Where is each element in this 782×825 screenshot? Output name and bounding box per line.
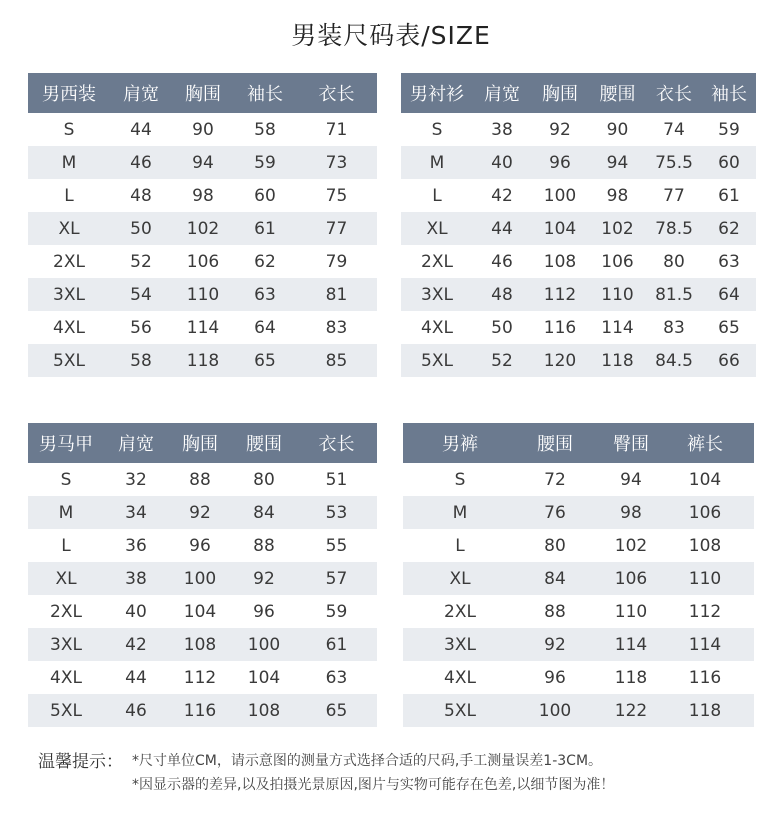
table-row bbox=[403, 562, 754, 595]
table-cell: S bbox=[401, 113, 473, 146]
table-cell: 72 bbox=[517, 463, 593, 496]
table-cell bbox=[741, 661, 754, 694]
shirt-size-table bbox=[401, 73, 756, 377]
table-cell: 100 bbox=[531, 179, 589, 212]
table-cell: 53 bbox=[296, 496, 377, 529]
table-cell: 57 bbox=[296, 562, 377, 595]
table-cell: 64 bbox=[702, 278, 756, 311]
table-cell: 80 bbox=[232, 463, 296, 496]
table-row bbox=[28, 146, 377, 179]
column-header: 男裤 bbox=[403, 423, 517, 463]
table-row bbox=[403, 595, 754, 628]
table-cell: 110 bbox=[172, 278, 234, 311]
table-row bbox=[401, 344, 756, 377]
table-cell: 2XL bbox=[28, 595, 104, 628]
table-cell: 4XL bbox=[28, 311, 110, 344]
table-cell: 3XL bbox=[28, 278, 110, 311]
table-row bbox=[28, 311, 377, 344]
table-cell: 42 bbox=[473, 179, 531, 212]
table-cell: L bbox=[28, 179, 110, 212]
table-cell: 78.5 bbox=[646, 212, 702, 245]
table-header-row bbox=[28, 73, 377, 113]
table-cell: 106 bbox=[589, 245, 646, 278]
table-cell: 120 bbox=[531, 344, 589, 377]
table-cell: 65 bbox=[234, 344, 296, 377]
table-cell: 50 bbox=[473, 311, 531, 344]
table-cell: 112 bbox=[669, 595, 741, 628]
column-header: 袖长 bbox=[702, 73, 756, 113]
table-row bbox=[28, 278, 377, 311]
table-cell: 61 bbox=[702, 179, 756, 212]
column-header: 男西装 bbox=[28, 73, 110, 113]
note-line-2: *因显示器的差异,以及拍摄光景原因,图片与实物可能存在色差,以细节图为准！ bbox=[132, 777, 615, 793]
table-cell: 83 bbox=[296, 311, 377, 344]
table-cell: 100 bbox=[168, 562, 232, 595]
table-cell: 5XL bbox=[401, 344, 473, 377]
table-cell: 108 bbox=[232, 694, 296, 727]
column-header: 腰围 bbox=[589, 73, 646, 113]
column-header: 肩宽 bbox=[110, 73, 172, 113]
table-cell: 76 bbox=[517, 496, 593, 529]
table-cell: 90 bbox=[172, 113, 234, 146]
table-cell: 64 bbox=[234, 311, 296, 344]
table-cell: 116 bbox=[531, 311, 589, 344]
table-row bbox=[28, 529, 377, 562]
table-cell: M bbox=[28, 146, 110, 179]
table-cell: 77 bbox=[296, 212, 377, 245]
table-cell: L bbox=[28, 529, 104, 562]
table-cell: 118 bbox=[669, 694, 741, 727]
table-cell: 118 bbox=[589, 344, 646, 377]
table-cell: 92 bbox=[232, 562, 296, 595]
table-cell: 104 bbox=[232, 661, 296, 694]
table-cell: 5XL bbox=[28, 694, 104, 727]
table-cell: 104 bbox=[531, 212, 589, 245]
table-cell: 52 bbox=[473, 344, 531, 377]
table-cell: 59 bbox=[234, 146, 296, 179]
notes-label: 温馨提示： bbox=[38, 752, 123, 772]
table-cell: 116 bbox=[168, 694, 232, 727]
table-cell: 62 bbox=[234, 245, 296, 278]
table-cell bbox=[741, 694, 754, 727]
table-cell bbox=[741, 463, 754, 496]
table-cell: 92 bbox=[517, 628, 593, 661]
column-header bbox=[741, 423, 754, 463]
table-cell bbox=[741, 496, 754, 529]
table-row bbox=[28, 344, 377, 377]
table-row bbox=[401, 179, 756, 212]
table-row bbox=[401, 311, 756, 344]
table-cell: 75.5 bbox=[646, 146, 702, 179]
table-cell: 44 bbox=[110, 113, 172, 146]
table-cell: 88 bbox=[517, 595, 593, 628]
table-cell: 100 bbox=[232, 628, 296, 661]
table-cell: 74 bbox=[646, 113, 702, 146]
column-header: 胸围 bbox=[168, 423, 232, 463]
table-cell: 118 bbox=[593, 661, 669, 694]
table-cell: 88 bbox=[232, 529, 296, 562]
table-cell: 61 bbox=[296, 628, 377, 661]
page-title: 男装尺码表/SIZE bbox=[291, 21, 491, 50]
table-cell: 42 bbox=[104, 628, 168, 661]
table-cell: 56 bbox=[110, 311, 172, 344]
table-cell: 98 bbox=[172, 179, 234, 212]
table-cell: 62 bbox=[702, 212, 756, 245]
table-cell: 38 bbox=[104, 562, 168, 595]
column-header: 裤长 bbox=[669, 423, 741, 463]
table-cell: 118 bbox=[172, 344, 234, 377]
suit-size-table bbox=[28, 73, 377, 377]
table-cell: 106 bbox=[172, 245, 234, 278]
table-cell: 80 bbox=[517, 529, 593, 562]
table-cell: 59 bbox=[296, 595, 377, 628]
table-cell: 110 bbox=[593, 595, 669, 628]
table-cell: 84 bbox=[517, 562, 593, 595]
table-cell: 110 bbox=[669, 562, 741, 595]
table-cell: 59 bbox=[702, 113, 756, 146]
table-cell: L bbox=[401, 179, 473, 212]
table-cell bbox=[741, 595, 754, 628]
table-cell: 79 bbox=[296, 245, 377, 278]
table-cell: 114 bbox=[172, 311, 234, 344]
table-row bbox=[28, 463, 377, 496]
table-cell: 81 bbox=[296, 278, 377, 311]
table-cell: 5XL bbox=[28, 344, 110, 377]
table-cell: 77 bbox=[646, 179, 702, 212]
table-cell: 98 bbox=[589, 179, 646, 212]
table-cell: 3XL bbox=[28, 628, 104, 661]
table-cell: 38 bbox=[473, 113, 531, 146]
table-row bbox=[28, 694, 377, 727]
table-row bbox=[401, 113, 756, 146]
table-row bbox=[403, 463, 754, 496]
table-cell: 90 bbox=[589, 113, 646, 146]
column-header: 臀围 bbox=[593, 423, 669, 463]
table-cell: 60 bbox=[234, 179, 296, 212]
table-cell: 51 bbox=[296, 463, 377, 496]
table-cell: 63 bbox=[234, 278, 296, 311]
table-cell: 63 bbox=[702, 245, 756, 278]
table-cell: 63 bbox=[296, 661, 377, 694]
table-row bbox=[401, 245, 756, 278]
table-cell: 84.5 bbox=[646, 344, 702, 377]
table-cell: 106 bbox=[593, 562, 669, 595]
table-cell: 40 bbox=[473, 146, 531, 179]
table-cell: 104 bbox=[168, 595, 232, 628]
table-cell: 114 bbox=[593, 628, 669, 661]
table-cell: XL bbox=[403, 562, 517, 595]
column-header: 男衬衫 bbox=[401, 73, 473, 113]
table-cell: 104 bbox=[669, 463, 741, 496]
table-row bbox=[28, 595, 377, 628]
table-row bbox=[401, 146, 756, 179]
table-cell: XL bbox=[28, 562, 104, 595]
table-cell: 108 bbox=[531, 245, 589, 278]
table-cell: 94 bbox=[593, 463, 669, 496]
column-header: 衣长 bbox=[646, 73, 702, 113]
table-cell: 100 bbox=[517, 694, 593, 727]
table-cell bbox=[741, 529, 754, 562]
table-row bbox=[403, 529, 754, 562]
table-cell: 81.5 bbox=[646, 278, 702, 311]
table-cell: 73 bbox=[296, 146, 377, 179]
table-cell: 3XL bbox=[403, 628, 517, 661]
table-row bbox=[28, 562, 377, 595]
column-header: 胸围 bbox=[172, 73, 234, 113]
column-header: 胸围 bbox=[531, 73, 589, 113]
table-cell: 96 bbox=[232, 595, 296, 628]
column-header: 肩宽 bbox=[104, 423, 168, 463]
table-cell: 110 bbox=[589, 278, 646, 311]
table-header-row bbox=[403, 423, 754, 463]
table-cell: 44 bbox=[104, 661, 168, 694]
table-cell: 114 bbox=[589, 311, 646, 344]
table-cell: 85 bbox=[296, 344, 377, 377]
table-cell: XL bbox=[28, 212, 110, 245]
table-cell: L bbox=[403, 529, 517, 562]
table-cell: 61 bbox=[234, 212, 296, 245]
table-cell: 96 bbox=[531, 146, 589, 179]
table-row bbox=[28, 661, 377, 694]
vest-size-table bbox=[28, 423, 377, 727]
table-cell: 65 bbox=[296, 694, 377, 727]
table-cell: 92 bbox=[531, 113, 589, 146]
table-cell: 48 bbox=[110, 179, 172, 212]
table-cell: 112 bbox=[168, 661, 232, 694]
table-row bbox=[403, 661, 754, 694]
table-row bbox=[403, 694, 754, 727]
table-cell: 46 bbox=[104, 694, 168, 727]
column-header: 袖长 bbox=[234, 73, 296, 113]
table-cell: 102 bbox=[589, 212, 646, 245]
table-cell: 44 bbox=[473, 212, 531, 245]
column-header: 衣长 bbox=[296, 423, 377, 463]
column-header: 衣长 bbox=[296, 73, 377, 113]
table-cell: 112 bbox=[531, 278, 589, 311]
table-cell bbox=[741, 628, 754, 661]
table-cell: 96 bbox=[168, 529, 232, 562]
table-cell: 34 bbox=[104, 496, 168, 529]
table-cell: 71 bbox=[296, 113, 377, 146]
table-cell: M bbox=[403, 496, 517, 529]
table-cell: 96 bbox=[517, 661, 593, 694]
table-row bbox=[403, 496, 754, 529]
table-cell: 48 bbox=[473, 278, 531, 311]
table-cell: S bbox=[28, 113, 110, 146]
table-header-row bbox=[401, 73, 756, 113]
table-row bbox=[28, 212, 377, 245]
table-cell: 40 bbox=[104, 595, 168, 628]
pants-size-table bbox=[403, 423, 754, 727]
table-cell: 4XL bbox=[28, 661, 104, 694]
table-cell: 46 bbox=[473, 245, 531, 278]
table-cell: 32 bbox=[104, 463, 168, 496]
table-cell: 36 bbox=[104, 529, 168, 562]
column-header: 肩宽 bbox=[473, 73, 531, 113]
table-row bbox=[401, 212, 756, 245]
column-header: 腰围 bbox=[232, 423, 296, 463]
table-cell: 84 bbox=[232, 496, 296, 529]
table-row bbox=[28, 113, 377, 146]
table-cell: 2XL bbox=[401, 245, 473, 278]
table-cell: 116 bbox=[669, 661, 741, 694]
table-row bbox=[401, 278, 756, 311]
table-cell: 65 bbox=[702, 311, 756, 344]
table-cell: 108 bbox=[168, 628, 232, 661]
table-row bbox=[28, 245, 377, 278]
table-cell: 122 bbox=[593, 694, 669, 727]
table-cell: 92 bbox=[168, 496, 232, 529]
table-row bbox=[28, 628, 377, 661]
table-cell: 98 bbox=[593, 496, 669, 529]
table-cell: 75 bbox=[296, 179, 377, 212]
table-cell: 106 bbox=[669, 496, 741, 529]
table-cell: 52 bbox=[110, 245, 172, 278]
table-cell: 66 bbox=[702, 344, 756, 377]
table-cell: S bbox=[28, 463, 104, 496]
table-cell: 83 bbox=[646, 311, 702, 344]
table-cell: 102 bbox=[172, 212, 234, 245]
table-cell: M bbox=[28, 496, 104, 529]
table-cell: 58 bbox=[234, 113, 296, 146]
table-cell: 94 bbox=[172, 146, 234, 179]
table-cell: S bbox=[403, 463, 517, 496]
table-cell: 80 bbox=[646, 245, 702, 278]
table-cell: 3XL bbox=[401, 278, 473, 311]
table-cell: 114 bbox=[669, 628, 741, 661]
table-cell: 2XL bbox=[28, 245, 110, 278]
table-cell: 50 bbox=[110, 212, 172, 245]
table-cell bbox=[741, 562, 754, 595]
table-cell: 102 bbox=[593, 529, 669, 562]
table-cell: 60 bbox=[702, 146, 756, 179]
table-cell: XL bbox=[401, 212, 473, 245]
table-cell: 55 bbox=[296, 529, 377, 562]
table-cell: 94 bbox=[589, 146, 646, 179]
table-cell: 4XL bbox=[403, 661, 517, 694]
table-row bbox=[28, 179, 377, 212]
table-cell: 58 bbox=[110, 344, 172, 377]
table-cell: 4XL bbox=[401, 311, 473, 344]
note-line-1: *尺寸单位CM，请示意图的测量方式选择合适的尺码,手工测量误差1-3CM。 bbox=[132, 753, 603, 769]
table-cell: 88 bbox=[168, 463, 232, 496]
table-cell: 2XL bbox=[403, 595, 517, 628]
table-cell: 5XL bbox=[403, 694, 517, 727]
table-cell: 108 bbox=[669, 529, 741, 562]
column-header: 腰围 bbox=[517, 423, 593, 463]
table-row bbox=[28, 496, 377, 529]
table-header-row bbox=[28, 423, 377, 463]
table-cell: 46 bbox=[110, 146, 172, 179]
column-header: 男马甲 bbox=[28, 423, 104, 463]
table-cell: M bbox=[401, 146, 473, 179]
table-cell: 54 bbox=[110, 278, 172, 311]
table-row bbox=[403, 628, 754, 661]
